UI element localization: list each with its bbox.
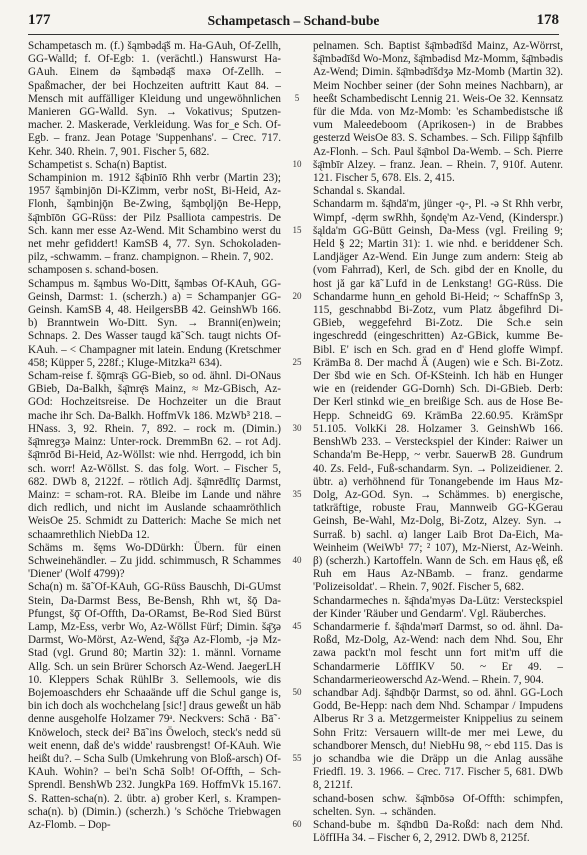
page-header <box>28 12 559 34</box>
entry-scham-reise: Scham-reise f. šǭmrą̄s GG-Bieb, so od. ähnl. Di-ONaus GBieb, Da-Balkh, šą̄mrę̄s Mainz, ≈ Mz-GBisch, Az-GOd: Hochzeitsreise. De Hochzeiter un die Braut mache ihr Sch. Da-Balkh. HoffmVk 186. MzWb³ 218. – HNass. 3, 92. Rhein. 7, 892. – rock m. (Dimin.) šą̄mregʒə Mainz: Unter-rock. DremmBn 62. – rot Adj. šą̄mrōd Bi-Heid, Az-Wöllst: wie nhd. Herrgodd, ich bin sch. worr! Az-Wöllst. S. das folg. Wort. – Fischer 5, 682. DWb 8, 2122f. – rötlich Adj. šą̄mrēdlīç Darmst, Mainz: = scham-rot. RA. Bleibe im Lande und nähre dich redlich, und nicht im Auslande schaamröthlich WeisOe 25. Schmidt zu Datterich: Mache Se mich net schaamrethlich NiebDa 12. <box>28 370 281 541</box>
line-number: 5 <box>294 93 300 103</box>
running-title: Schampetasch – Schand-bube <box>207 13 380 28</box>
line-number: 40 <box>292 555 302 565</box>
entry-schand-bube: Schand-bube m. šą̄ndbū Da-Roßd: nach dem Nhd. LöffIHa 34. – Fischer 6, 2, 2912. DWb 8, 2125f. <box>313 818 563 845</box>
line-number: 10 <box>292 159 302 169</box>
entry-schampinion: Schampinion m. 1912 šą̄binīō Rhh verbr (Martin 23); 1957 šąmbinjōn Di-KZimm, verbr noSt, Bi-Heid, Az-Flonh, šąmbinjǭn Be-Zwing, šąmbǫljǭn Be-Hepp, šą̄mbīōn GG-Rüss: der Pilz Psalliota campestris. De Sch. kann mer esse Az-Wend. Mit Schambino werst du net mehr gefiddert! KamSB 4, 77. Syn. Schokoladen-pilz, -schwamm. – franz. champignon. – Rhein. 7, 902. <box>28 172 281 264</box>
line-number-margin <box>286 40 308 840</box>
line-number: 30 <box>292 423 302 433</box>
entry-schan: Scha(n) m. šā̃ Of-KAuh, GG-Rüss Bauschh, Di-GUmst Stein, Da-Darmst Bess, Be-Bensh, Rhh wt, šǭ Da-Pfungst, šǭ̄ Of-Offth, Da-ORamst, Be-Rod Sied Bürst Lamp, Mz-Ess, verbr Wo, Az-Wöllst Fürf; Dimin. šą̄ʒə Darmst, Wo-Mörst, Az-Wend, šą̄ʒə Az-Flomb, -jə Mz-Stad (vgl. Grund 80; Martin 32): 1. männl. Vorname Allg. Sch. un sein Brürer Schorsch Az-Wend. JaegerLH 10. Kleppers Schak RühlBr 3. Sellemools, wie dis Bojemoaschders ehr Schaaände uff die Schul gange is, bin ich doch als wochchelang [sic!] draus geweßt un häb denne ausgeholfe Holzamer 79ᵃ. Neckvers: Schā · Bā̃ · Knöweloch, steck dei² Bā̃ ins Öweloch, steck's nedd sü weit enenn, daß de's widde' rausbrengst! Of-KAuh. Wie heißt du?. – Scha Sulb (Umkehrung von Bloß-arsch) Of-KAuh. Wohin? – bei'n Schā Solb! Of-Offth, – Sch-Sprendl. BenshWb 232. JungkPa 169. HoffmVk 15.167. S. Ratten-scha(n). 2. übtr. a) grober Kerl, s. Krampen-scha(n). b) (Dimin.) (scherzh.) 's Schöche Triebwagen Az-Flomb. – Dop- <box>28 581 281 831</box>
entry-schandbar: schandbar Adj. šą̄ndbǭr Darmst, so od. ähnl. GG-Loch Godd, Be-Hepp: nach dem Nhd. Schampar / Impudens Alberus Rr 3 a. Metzgermeister Knippelius zu seinem Sohn Fritz: Versauern willt-de mer mei Lewe, du schandborer Mensch, du! NiebHu 98, ~ ebd 115. Das is jo schandba wie die Dräpp un die Anlag aussähe Friedfl. 19. 3. 1966. – Crec. 717. Fischer 5, 681. DWb 8, 2121f. <box>313 686 563 792</box>
line-number: 55 <box>292 753 302 763</box>
entry-schandarm: Schandarm m. šą̄ndā'm, jünger -ǫ-, Pl. -ǝ St Rhh verbr, Wimpf, -dęrm swRhh, šǫndę'm Az-Vend, (Kinderspr.) šąlda'm GG-Bütt Geinsh, Da-Mess (vgl. Freiling 9; Held § 22; Martin 31): 1. wie nhd. e beriddener Sch. Landjäger Az-Wend. Ein Junge zum andern: Steig ab (vom Fahrrad), Kerl, de Sch. gibd der en Knolle, du host jǎ gar kā̃ Lufd in de Lenkstang! GG-Rüss. Die Schandarme hunn_en gehold Bi-Heid; ~ SchaffnSp 3, 115, geschnabbd Bi-Zotz, vum Platz åbgefihrd Di-GBieb, weggefehrd Bi-Zotz. Die Sch.e sein ingeschredd (eingeschritten) Az-GBick, kumme Be-Bibl. E' isch en Sch. grad en d' Hend gloffe Wimpf. KrämBa 8. Der machd Ä (Augen) wie e Sch. Bi-Zotz. Der šbd wie en Sch. Of-KSteinh. Ich häb en Hunger wie en (reidender GG-Dornh) Sch. Di-GBieb. Derb: Der Kerl stinkd wie_en breißige Sch. aus de Hose Be-Hepp. SchneidG 69. KrämBa 22.60.95. KrämSpr 51.105. VolkKi 28. Holzamer 3. GeinshWb 166. BenshWb 233. – Versteckspiel der Kinder: Raiwer un Schanda'm Be-Hepp, ~ verbr. SauerwB 28. Gundrum 40. Zs. Feld-, Fuß-schandarm. Syn. → Polizeidiener. 2. übtr. a) verhöhnend für Tonangebende im Haus Mz-Dolg, Az-GOd. Syn. → Schämmes. b) energische, tatkräftige, robuste Frau, Mannweib GG-KGerau Geinsh, Be-Wahl, Mz-Dolg, Bi-Zotz, Alzey. Syn. → Surraß. b) sachl. α) langer Laib Brot Da-Eich, Ma-Weinheim (WeiWb¹ 77; ² 107), Mz-Nierst, Az-Weinh. β) (scherzh.) Kartoffeln. Wann de Sch. em Haus ęß, eß Ruh em Haus Az-NBamb. – franz. gendarme 'Polizeisoldat'. – Rhein. 7, 902f. Fischer 5, 682. <box>313 198 563 594</box>
line-number: 20 <box>292 291 302 301</box>
entry-schandal: Schandal s. Skandal. <box>313 185 406 198</box>
line-number: 35 <box>292 489 302 499</box>
entry-schandarmeches: Schandarmeches n. šą̄nda'myəs Da-Lütz: Versteckspiel der Kinder 'Räuber und Gendarm'. Vgl. Räuberches. <box>313 594 563 620</box>
line-number: 50 <box>292 687 302 697</box>
right-column <box>313 40 563 845</box>
entry-schampetist: Schampetist s. Scha(n) Baptist. <box>28 158 167 171</box>
line-number: 25 <box>292 357 302 367</box>
header-rule <box>28 34 559 35</box>
entry-schan-continued: pelnamen. Sch. Baptist šą̄mbədīšd Mainz, Az-Wörrst, šą̄mbədīšd Wo-Monz, šą̄mbədisd Mz-Momm, šą̄mbədis Az-Wend; Dimin. šą̄mbədīšdʒə Mz-Momb (Martin 32). Meim Nochber seiner (der Sohn meines Nachbarn), ar heeßt Schambedischt Lennig 21. Weis-Oe 32. Kennsatz für die Mda. von Mz-Momb: 'es Schambedistsche iß vum Maleedeboom (Aprikosen-) in de Brabbes gesterzd WeisOe 83. S. Schambes. – Sch. Filipp šą̄nfilb Az-Flonh. – Sch. Paul šą̄mbol Da-Wemb. – Sch. Pierre šą̄mbīr Alzey. – franz. Jean. – Rhein. 7, 910f. Autenr. 121. Fischer 5, 678. Els. 2, 415. <box>313 40 563 185</box>
entry-schampus: Schampus m. šąmbus Wo-Ditt, šąmbǝs Of-KAuh, GG-Geinsh, Darmst: 1. (scherzh.) a) = Schampanjer GG-Geinsh. KamSB 4, 48. HeilgersBB 42. GeinshWb 166. b) Branntwein Wo-Ditt. Syn. → Branni(en)wein; Schnaps. 2. Des Wasser taugd kā̃ Sch. taugt nichts Of-KAuh. – < Champagner mit latein. Endung (Kretschmer 458; Küpper 5, 228f.; Kluge-Mitzka²¹ 634). <box>28 277 281 369</box>
line-number: 60 <box>292 819 302 829</box>
entry-schand-bosen: schand-bosen schw. šą̄mbōsə Of-Offth: schimpfen, schelten. Syn. → schänden. <box>313 792 563 818</box>
page-number-right: 178 <box>536 12 559 28</box>
entry-schampetasch: Schampetasch m. (f.) šąmbədą̄š m. Ha-GAuh, Of-Zellh, GG-Walld; f. Of-Egb: 1. (verächtl.) Hanswurst Ha-GAuh. Einem də šąmbədą̄š maxə Of-Zellh. – Spaßmacher, der bei Hochzeiten auftritt Kaut 84. – Mensch mit auffälliger Kleidung und ungewöhnlichen Manieren GG-Walld. Syn. → Vokativus; Sputzen-macher. 2. Maskerade, Verkleidung. Was for_e Sch. Of-Egb. – franz. Jean Potage 'Suppenhans'. – Crec. 717. Kehr. 340. Rhein. 7, 901. Fischer 5, 682. <box>28 40 281 158</box>
entry-schandarmerie: Schandarmerie f. šą̄nda'mərī Darmst, so od. ähnl. Da-Roßd, Mz-Dolg, Az-Wend: nach dem Nhd. Sou, Ehr zawa packt'n mol fescht unn fort mit'm uff die Schandarmerie LöffIKV 50. ~ Er 49. – Schandarmerieowerschd Az-Wend. – Rhein. 7, 904. <box>313 620 563 686</box>
line-number: 15 <box>292 225 302 235</box>
page-number-left: 177 <box>28 12 51 28</box>
left-column <box>28 40 281 832</box>
entry-schaems: Schäms m. šęms Wo-DDürkh: Übern. für einen Schweinehändler. – Zu jidd. schimmusch, R Schammes 'Diener' (Wolf 4799)? <box>28 541 281 581</box>
line-number: 45 <box>292 621 302 631</box>
entry-schamposen: schamposen s. schand-bosen. <box>28 264 159 277</box>
